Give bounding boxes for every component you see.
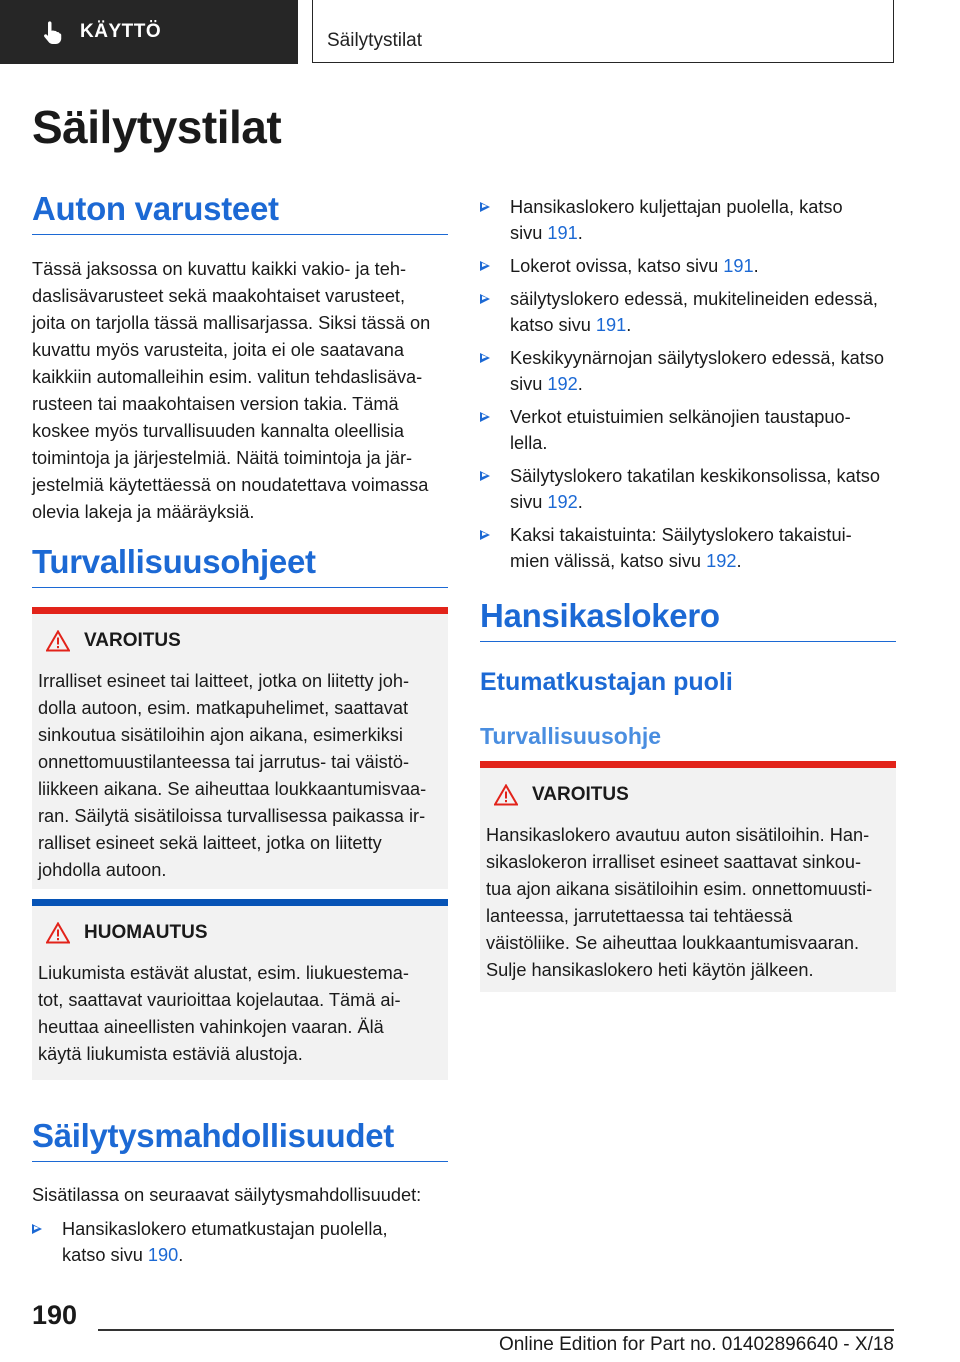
section-tab	[0, 0, 298, 64]
warning-box	[32, 607, 448, 889]
warning-text: Irralliset esineet tai laitteet, jotka on liitetty joh- dolla autoon, esim. matkapuhelimet, saattavat sinkoutua sisätiloihin ajon aikana, esimerkiksi onnettomuustilanteessa tai jarrutus- tai väistö- liikkeen aikana. Se aiheuttaa loukkaantumisvaa- ran. Säilytä sisätiloissa turvallisessa paikassa ir- ralliset esineet sekä laitteet, jotka on liitetty johdolla autoon.	[38, 671, 427, 880]
page-reference-link[interactable]: 191	[595, 315, 627, 335]
list-item: Säilytyslokero takatilan keskikonsolissa, katso sivu 192.	[480, 463, 896, 515]
list-item: Verkot etuistuimien selkänojien taustapuo- lella.	[480, 404, 896, 456]
heading-sailytysmahdollisuudet: Säilytysmahdollisuudet	[32, 1117, 448, 1162]
glovebox-warning-box	[480, 761, 896, 992]
footer-divider	[98, 1329, 894, 1331]
storage-list-left	[32, 1216, 448, 1275]
list-item: Hansikaslokero etumatkustajan puolella, katso sivu 190.	[32, 1216, 448, 1268]
warning-header	[486, 768, 890, 822]
list-item: Kaksi takaistuinta: Säilytyslokero takaistui- mien välissä, katso sivu 192.	[480, 522, 896, 574]
list-item: Hansikaslokero kuljettajan puolella, katso sivu 191.	[480, 194, 896, 246]
warning-header	[38, 614, 442, 668]
section-label: KÄYTTÖ	[80, 21, 162, 42]
notice-title: HUOMAUTUS	[84, 922, 208, 943]
list-item: säilytyslokero edessä, mukitelineiden edessä, katso sivu 191.	[480, 286, 896, 338]
warning-title: VAROITUS	[532, 784, 629, 805]
page-reference-link[interactable]: 191	[723, 256, 754, 276]
notice-box	[32, 899, 448, 1080]
notice-text: Liukumista estävät alustat, esim. liukuestema- tot, saattavat vaurioittaa kojelautaa. Tämä ai- heuttaa aineellisten vahinkojen vaaran. Älä käytä liukumista estäviä alustoja.	[38, 963, 409, 1064]
bullet-triangle-icon	[480, 202, 490, 212]
page-title: Säilytystilat	[32, 101, 282, 153]
heading-etumatkustajan-puoli: Etumatkustajan puoli	[480, 668, 733, 696]
page-number: 190	[32, 1300, 78, 1330]
heading-hansikaslokero: Hansikaslokero	[480, 597, 896, 642]
warning-triangle-icon	[46, 922, 70, 944]
bullet-triangle-icon	[32, 1224, 42, 1234]
warning-triangle-icon	[494, 784, 518, 806]
page-reference-link[interactable]: 191	[547, 223, 578, 243]
heading-auton-varusteet: Auton varusteet	[32, 190, 448, 235]
bullet-triangle-icon	[480, 471, 490, 481]
bullet-triangle-icon	[480, 530, 490, 540]
page-reference-link[interactable]: 192	[547, 374, 578, 394]
bullet-triangle-icon	[480, 412, 490, 422]
storage-intro: Sisätilassa on seuraavat säilytysmahdollisuudet:	[32, 1185, 422, 1205]
chapter-label: Säilytystilat	[327, 30, 423, 51]
heading-turvallisuusohjeet: Turvallisuusohjeet	[32, 543, 448, 588]
heading-turvallisuusohje: Turvallisuusohje	[480, 723, 662, 749]
bullet-triangle-icon	[480, 353, 490, 363]
warning-title: VAROITUS	[84, 630, 181, 651]
bullet-triangle-icon	[480, 261, 490, 271]
warning-triangle-icon	[46, 630, 70, 652]
chapter-tab	[312, 0, 894, 63]
equipment-paragraph: Tässä jaksossa on kuvattu kaikki vakio- ja teh- daslisävarusteet sekä maakohtaiset varusteet, joita on tarjolla tässä mallisarjassa. Siksi tässä on kuvattu myös varusteita, joita ei ole saatavana kaikkiin automalleihin esim. valitun tehdaslisäva- rusteen tai maakohtaisen version takia. Tämä koskee myös turvallisuuden kannalta oleellisia toimintoja ja järjestelmiä. Näitä toimintoja ja jär- jestelmiä käytettäessä on noudatettava voimassa olevia lakeja ja määräyksiä.	[32, 259, 431, 522]
notice-header	[38, 906, 442, 960]
page-reference-link[interactable]: 192	[706, 551, 737, 571]
hand-pointer-icon	[40, 19, 66, 45]
list-item: Lokerot ovissa, katso sivu 191.	[480, 253, 896, 279]
page-reference-link[interactable]: 192	[547, 492, 578, 512]
bullet-triangle-icon	[480, 294, 490, 304]
warning-text: Hansikaslokero avautuu auton sisätiloihin. Han- sikaslokeron irralliset esineet saattavat sinkou- tua ajon aikana sisätiloihin esim. onnettomuusti- lanteessa, jarrutettaessa tai tehtäessä väistöliike. Se aiheuttaa loukkaantumisvaaran. Sulje hansikaslokero heti käytön jälkeen.	[486, 825, 873, 980]
storage-list-right	[480, 194, 896, 581]
list-item: Keskikyynärnojan säilytyslokero edessä, katso sivu 192.	[480, 345, 896, 397]
footer-edition: Online Edition for Part no. 01402896640 - X/18	[498, 1334, 894, 1355]
page-reference-link[interactable]: 190	[147, 1245, 179, 1265]
